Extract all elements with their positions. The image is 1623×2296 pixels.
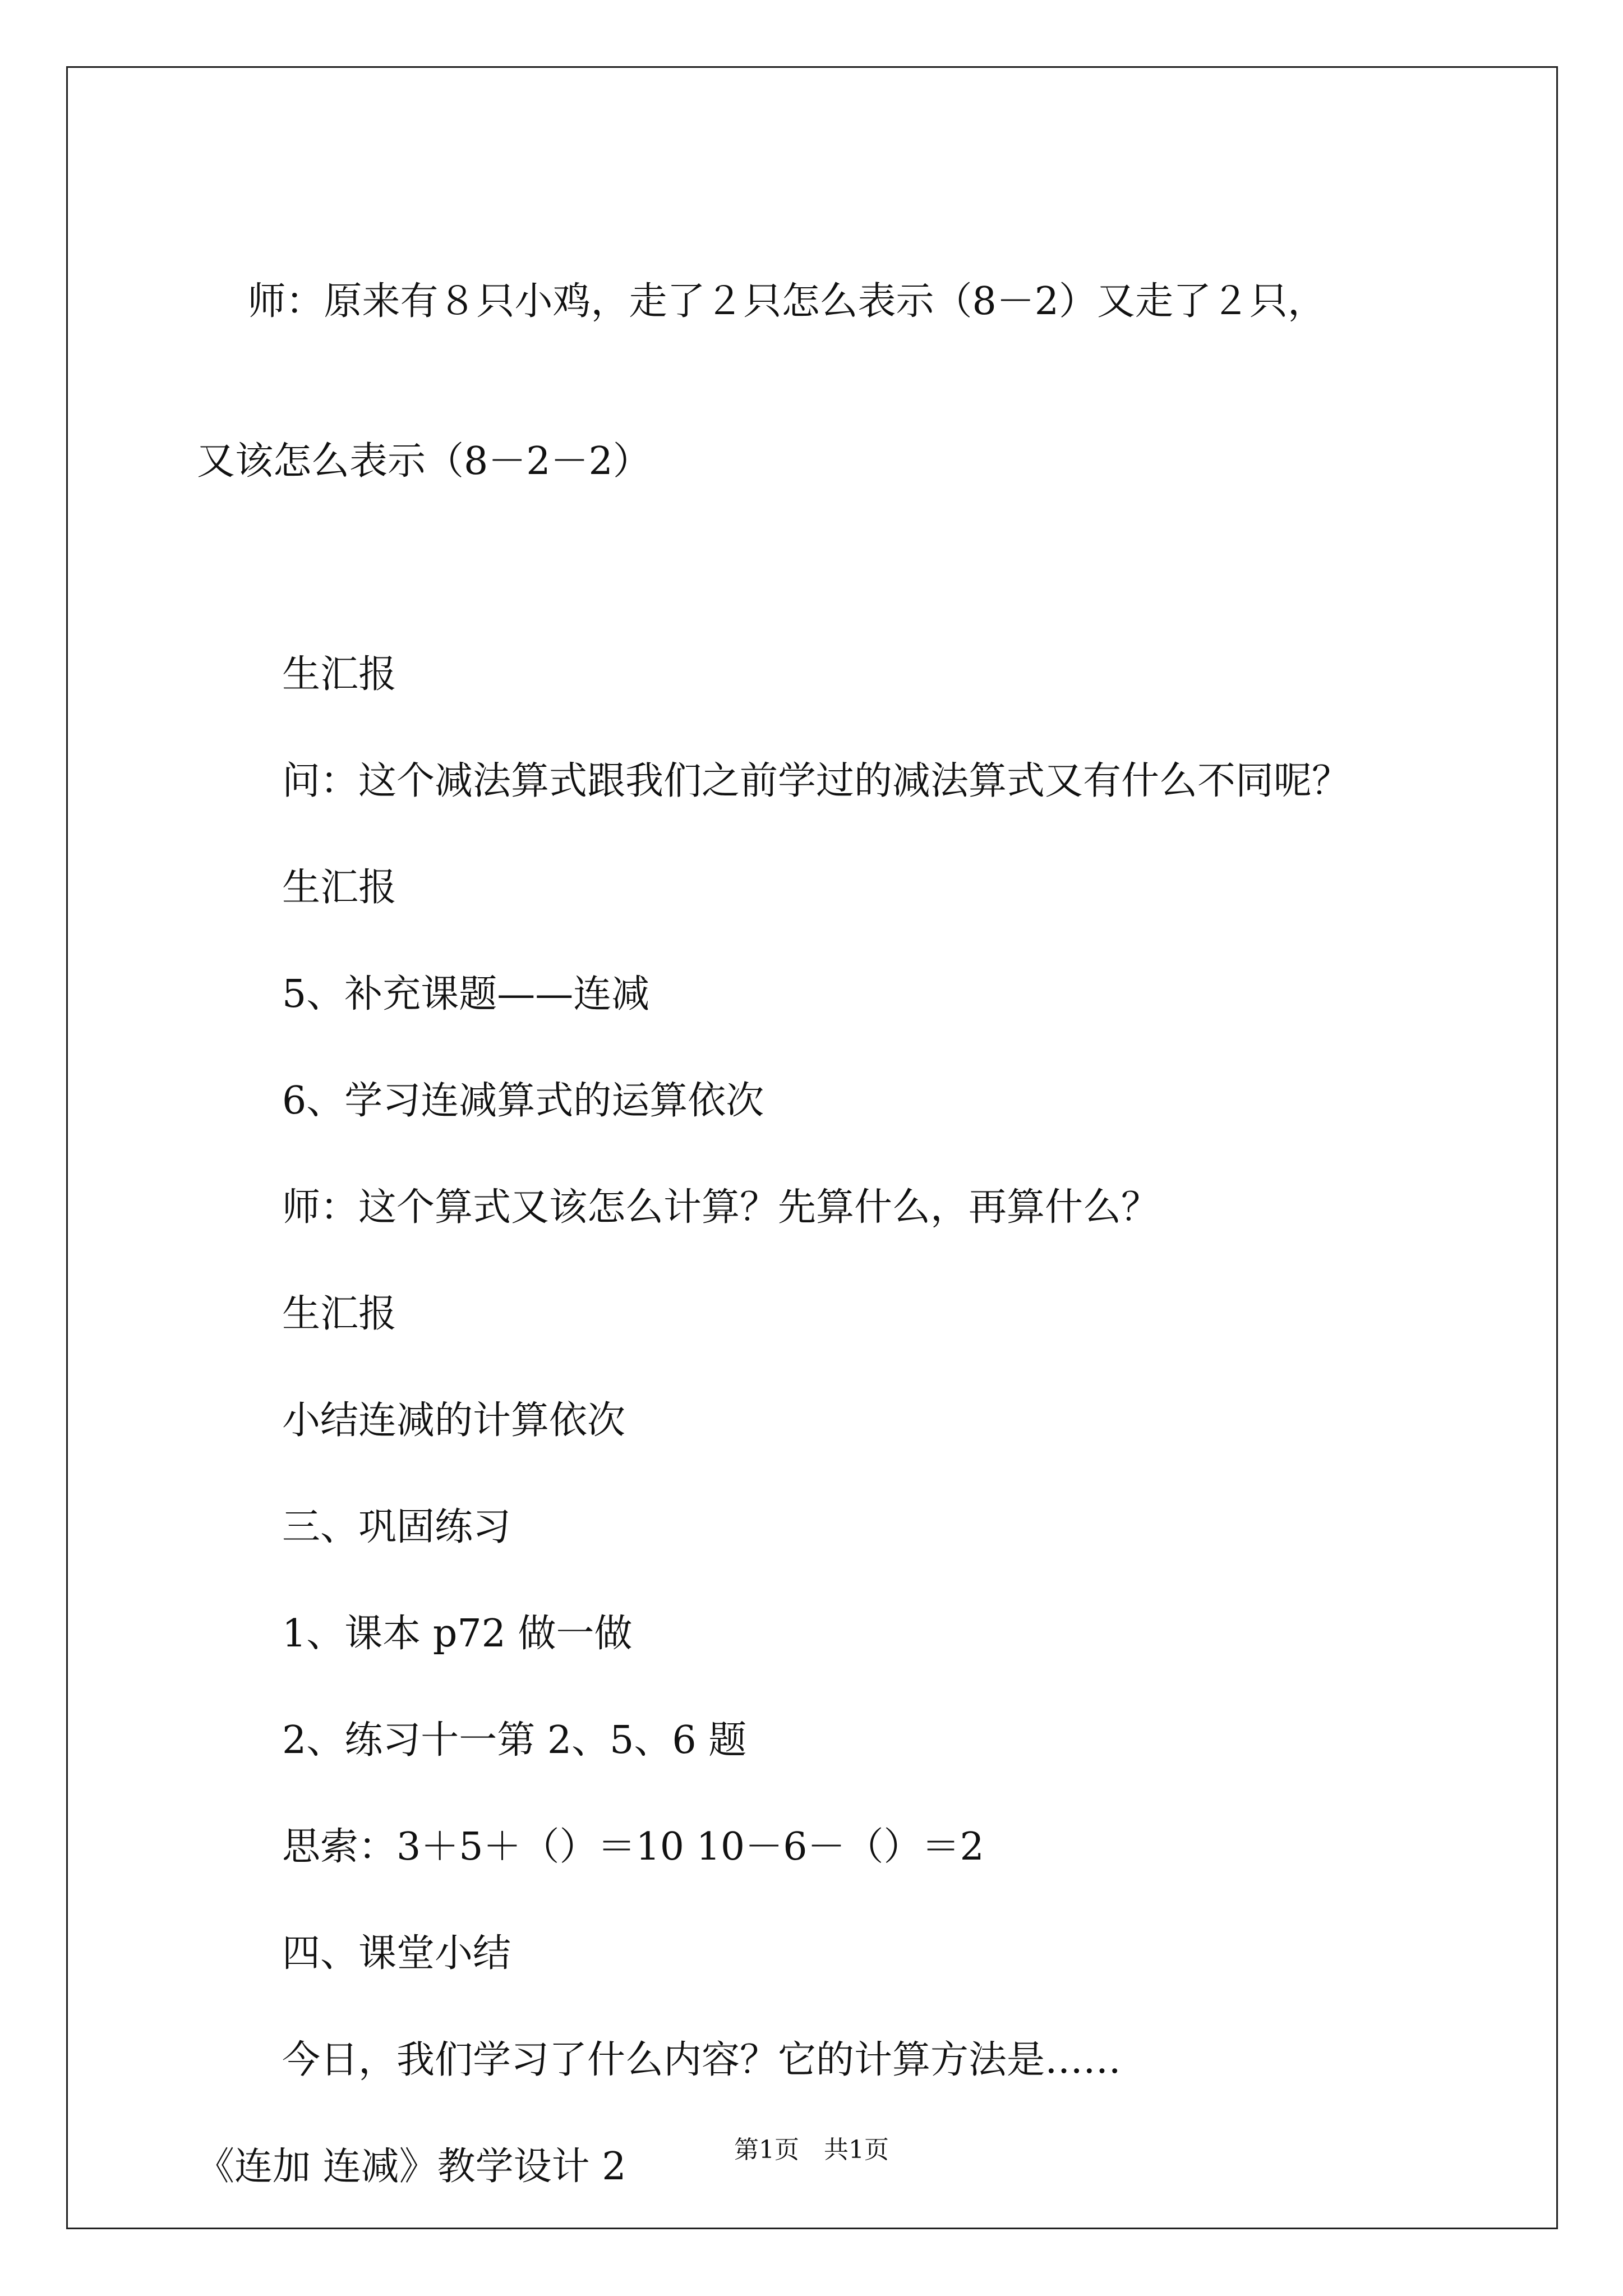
paragraph-teacher-question-1 [199,222,1433,595]
paragraph-student-report-1: 生汇报 [282,652,397,697]
paragraph-summary-question: 今日，我们学习了什么内容？它的计算方法是…… [282,2038,1122,2082]
paragraph-student-report-2: 生汇报 [282,866,397,910]
section-heading-summary: 四、课堂小结 [282,1931,511,1976]
document-body [196,222,1433,2247]
paragraph-step-6: 6、学习连减算式的运算依次 [282,1079,764,1123]
paragraph-question-difference: 问：这个减法算式跟我们之前学过的减法算式又有什么不同呢？ [282,759,1350,803]
page-footer: 第1页 共1页 [734,2136,889,2164]
paragraph-line-wrapped: 又该怎么表示（8－2－2） [197,439,651,484]
section-heading-practice: 三、巩固练习 [282,1505,511,1549]
paragraph-practice-2: 2、练习十一第 2、5、6 题 [282,1718,747,1763]
paragraph-thinking: 思索：3＋5＋（）＝10 10－6－（）＝2 [282,1825,984,1869]
paragraph-summary-order: 小结连减的计算依次 [282,1398,626,1443]
paragraph-practice-1: 1、课本 p72 做一做 [282,1612,633,1656]
paragraph-student-report-3: 生汇报 [282,1292,397,1336]
paragraph-teacher-question-2: 师：这个算式又该怎么计算？先算什么，再算什么？ [282,1185,1160,1230]
paragraph-line: 师：原来有８只小鸡，走了２只怎么表示（8－2）又走了２只， [247,279,1326,324]
document-subtitle: 《连加 连减》教学设计 2 [196,2145,626,2189]
paragraph-step-5: 5、补充课题——连减 [282,972,650,1016]
